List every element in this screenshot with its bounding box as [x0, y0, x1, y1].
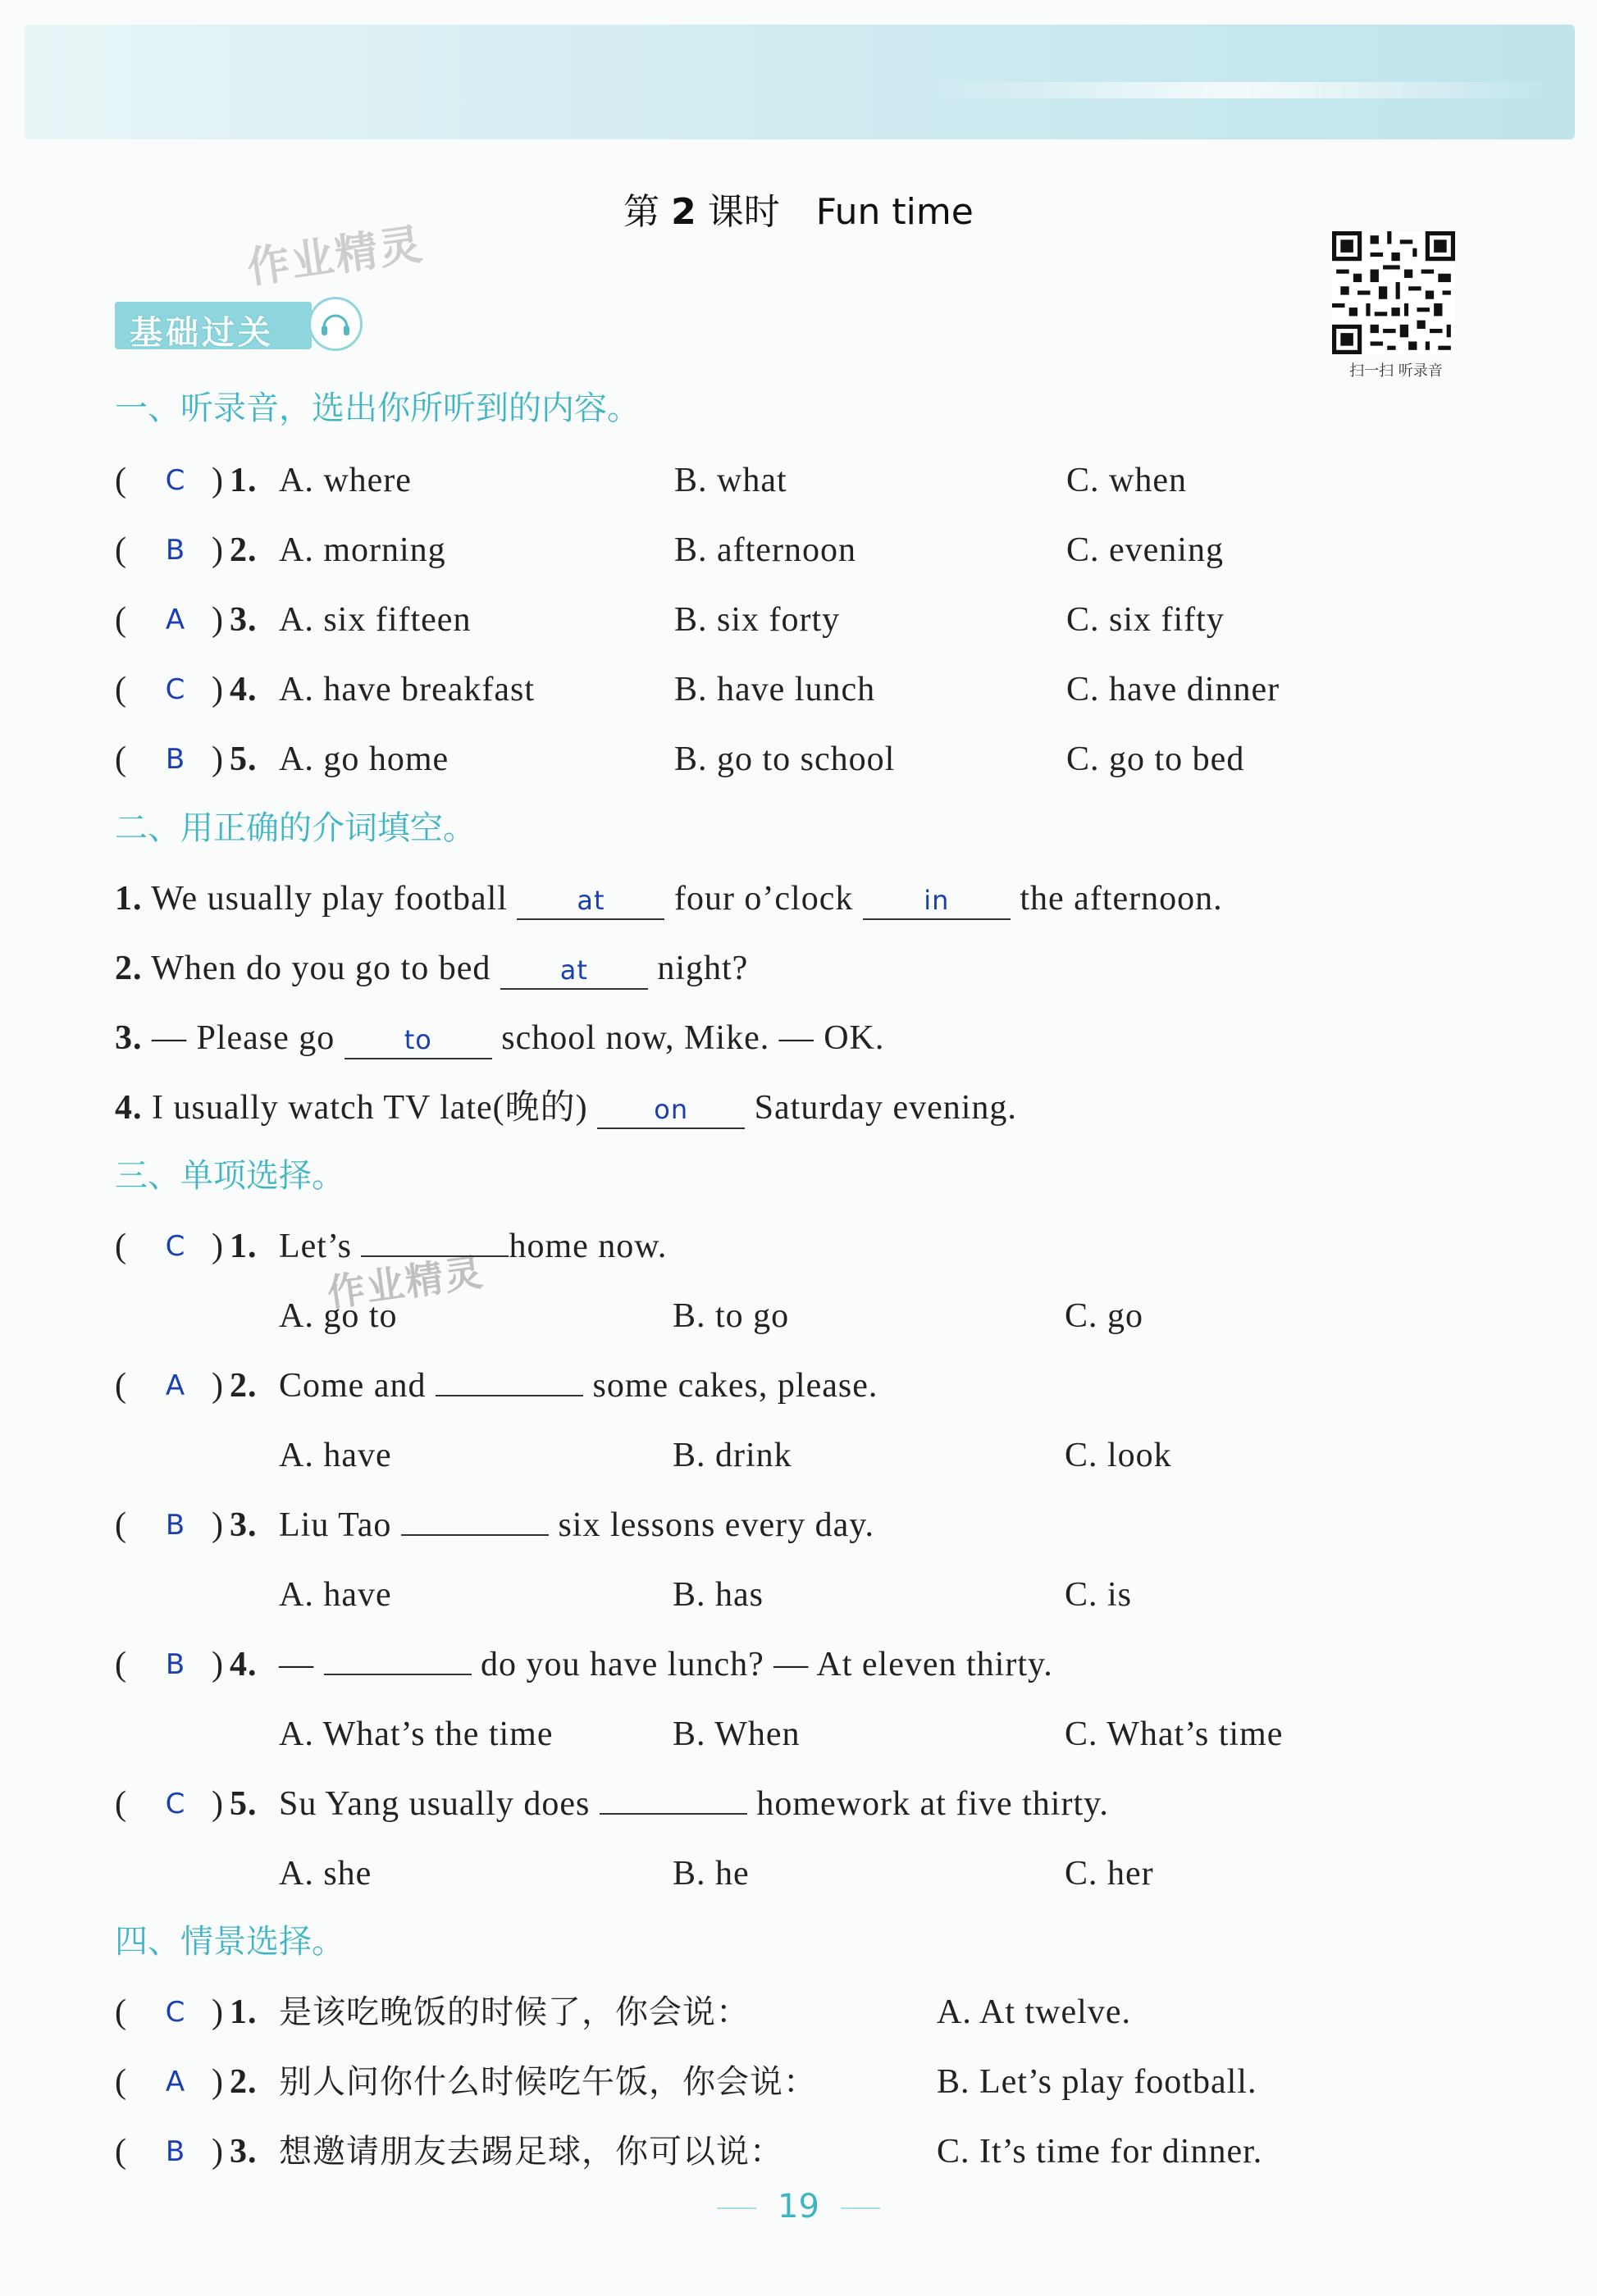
paren-right: ) — [212, 740, 224, 778]
question-text: — do you have lunch? — At eleven thirty. — [279, 1646, 1053, 1683]
paren-left: ( — [115, 531, 127, 569]
page-number: 19 — [778, 2188, 819, 2225]
answer-blank[interactable]: on — [597, 1091, 745, 1129]
option[interactable]: C. It’s time for dinner. — [937, 2133, 1263, 2171]
paren-left: ( — [115, 740, 127, 778]
question-number: 3. — [115, 1019, 143, 1057]
part2-row — [115, 1014, 884, 1063]
answer[interactable]: C — [165, 673, 186, 706]
question-text: 是该吃晚饭的时候了，你会说： — [279, 1993, 750, 2031]
option-a[interactable]: A. What’s the time — [279, 1715, 554, 1753]
answer[interactable]: B — [165, 2135, 186, 2168]
option-c[interactable]: C. look — [1065, 1437, 1172, 1474]
question-number: 4. — [230, 1646, 258, 1683]
question-number: 5. — [230, 1785, 258, 1823]
question-text: Let’s home now. — [279, 1228, 668, 1265]
question-text: school now, Mike. — OK. — [501, 1019, 885, 1057]
question-text: We usually play football — [151, 880, 508, 918]
answer[interactable]: B — [165, 1509, 186, 1542]
paren-left: ( — [115, 1228, 127, 1265]
footer-dash — [717, 2207, 756, 2209]
option-b[interactable]: B. drink — [673, 1437, 792, 1474]
title-cn: 第 — [623, 191, 660, 233]
badge-label: 基础过关 — [130, 314, 274, 352]
option-a[interactable]: A. where — [279, 462, 412, 499]
question-number: 3. — [230, 601, 258, 639]
title-cn2: 课时 — [707, 191, 780, 233]
paren-right: ) — [212, 2063, 224, 2101]
section-1-title: 一、听录音，选出你所听到的内容。 — [115, 390, 640, 427]
footer-dash — [841, 2207, 880, 2209]
option-a[interactable]: A. have — [279, 1437, 392, 1474]
question-number: 4. — [230, 671, 258, 708]
answer[interactable]: A — [165, 1369, 186, 1402]
section-2-title: 二、用正确的介词填空。 — [115, 809, 476, 847]
paren-right: ) — [212, 1506, 224, 1544]
answer-blank[interactable]: in — [863, 882, 1011, 920]
watermark: 作业精灵 — [244, 220, 427, 294]
answer-blank[interactable] — [401, 1534, 549, 1536]
option-a[interactable]: A. have breakfast — [279, 671, 536, 708]
paren-right: ) — [212, 1228, 224, 1265]
question-text: — Please go — [152, 1019, 335, 1057]
question-number: 1. — [230, 1993, 258, 2031]
paren-right: ) — [212, 671, 224, 708]
headphones-icon — [308, 297, 363, 351]
question-text: night? — [657, 950, 749, 987]
question-text: Su Yang usually does homework at five thirty. — [279, 1785, 1109, 1823]
answer-blank[interactable] — [324, 1674, 472, 1675]
answer[interactable]: C — [165, 1230, 186, 1263]
option-a[interactable]: A. morning — [279, 531, 446, 569]
question-text: 想邀请朋友去踢足球，你可以说： — [279, 2133, 783, 2171]
option-a[interactable]: A. six fifteen — [279, 601, 472, 639]
answer[interactable]: C — [165, 464, 186, 497]
question-number: 4. — [115, 1089, 143, 1127]
option-c[interactable]: C. six fifty — [1066, 601, 1225, 639]
paren-right: ) — [212, 1785, 224, 1823]
option-b[interactable]: B. what — [674, 462, 787, 499]
paren-right: ) — [212, 462, 224, 499]
paren-left: ( — [115, 1506, 127, 1544]
question-text: Liu Tao six lessons every day. — [279, 1506, 874, 1544]
question-text: the afternoon. — [1020, 880, 1223, 918]
option-a[interactable]: A. she — [279, 1855, 372, 1893]
answer-blank[interactable] — [361, 1255, 509, 1257]
paren-left: ( — [115, 671, 127, 708]
question-number: 1. — [230, 462, 258, 499]
answer-blank[interactable] — [436, 1395, 583, 1396]
option-b[interactable]: B. to go — [673, 1297, 790, 1335]
answer[interactable]: B — [165, 534, 186, 567]
answer[interactable]: C — [165, 1788, 186, 1820]
option-c[interactable]: C. have dinner — [1066, 671, 1280, 708]
paren-right: ) — [212, 601, 224, 639]
page-title — [0, 182, 1597, 235]
answer[interactable]: B — [165, 743, 186, 776]
question-number: 2. — [230, 2063, 258, 2101]
paren-right: ) — [212, 2133, 224, 2171]
paren-right: ) — [212, 531, 224, 569]
paren-right: ) — [212, 1646, 224, 1683]
option[interactable]: B. Let’s play football. — [937, 2063, 1257, 2101]
option-b[interactable]: B. afternoon — [674, 531, 856, 569]
question-text: When do you go to bed — [151, 950, 491, 987]
header-band — [25, 25, 1575, 139]
question-number: 2. — [115, 950, 143, 987]
question-number: 3. — [230, 2133, 258, 2171]
part2-row — [115, 1083, 1017, 1132]
paren-right: ) — [212, 1993, 224, 2031]
question-text: four o’clock — [673, 880, 854, 918]
question-number: 1. — [230, 1228, 258, 1265]
part2-row — [115, 944, 748, 993]
option-a[interactable]: A. go home — [279, 740, 449, 778]
option-c[interactable]: C. go to bed — [1066, 740, 1245, 778]
paren-left: ( — [115, 601, 127, 639]
option-c[interactable]: C. is — [1065, 1576, 1133, 1614]
option-b[interactable]: B. go to school — [674, 740, 896, 778]
section-badge — [115, 302, 369, 352]
option-c[interactable]: C. go — [1065, 1297, 1144, 1335]
paren-left: ( — [115, 462, 127, 499]
option-c[interactable]: C. her — [1065, 1855, 1154, 1893]
paren-left: ( — [115, 1993, 127, 2031]
answer-blank[interactable]: at — [500, 952, 648, 990]
question-text: Saturday evening. — [754, 1089, 1017, 1127]
option-a[interactable]: A. go to — [279, 1297, 398, 1335]
answer[interactable]: A — [165, 604, 186, 636]
question-number: 1. — [115, 880, 143, 918]
answer-blank[interactable]: at — [517, 882, 664, 920]
option[interactable]: A. At twelve. — [937, 1993, 1131, 2031]
header-streak — [927, 82, 1550, 98]
part2-row — [115, 874, 1223, 923]
answer-blank[interactable] — [600, 1813, 747, 1815]
option-c[interactable]: C. evening — [1066, 531, 1224, 569]
question-number: 2. — [230, 1367, 258, 1405]
option-b[interactable]: B. When — [673, 1715, 801, 1753]
answer[interactable]: A — [165, 2066, 186, 2098]
paren-left: ( — [115, 1785, 127, 1823]
question-text: 别人问你什么时候吃午饭，你会说： — [279, 2063, 817, 2101]
page-footer — [0, 2188, 1597, 2225]
qr-code-icon[interactable] — [1332, 231, 1455, 354]
option-b[interactable]: B. has — [673, 1576, 764, 1614]
answer-blank[interactable]: to — [344, 1022, 492, 1059]
option-b[interactable]: B. have lunch — [674, 671, 876, 708]
question-number: 3. — [230, 1506, 258, 1544]
title-num: 2 — [671, 191, 696, 233]
question-text: Come and some cakes, please. — [279, 1367, 878, 1405]
watermark: 作业精灵 — [324, 1249, 487, 1316]
option-b[interactable]: B. he — [673, 1855, 750, 1893]
question-number: 2. — [230, 531, 258, 569]
paren-left: ( — [115, 1646, 127, 1683]
option-b[interactable]: B. six forty — [674, 601, 841, 639]
question-text: I usually watch TV late(晚的) — [152, 1089, 588, 1127]
title-en: Fun time — [815, 191, 974, 233]
paren-right: ) — [212, 1367, 224, 1405]
paren-left: ( — [115, 2133, 127, 2171]
question-number: 5. — [230, 740, 258, 778]
section-3-title: 三、单项选择。 — [115, 1157, 344, 1195]
option-c[interactable]: C. when — [1066, 462, 1187, 499]
answer[interactable]: C — [165, 1996, 186, 2029]
answer[interactable]: B — [165, 1648, 186, 1681]
option-a[interactable]: A. have — [279, 1576, 392, 1614]
paren-left: ( — [115, 1367, 127, 1405]
paren-left: ( — [115, 2063, 127, 2101]
section-4-title: 四、情景选择。 — [115, 1923, 344, 1961]
qr-caption: 扫一扫 听录音 — [1349, 362, 1443, 380]
option-c[interactable]: C. What’s time — [1065, 1715, 1284, 1753]
